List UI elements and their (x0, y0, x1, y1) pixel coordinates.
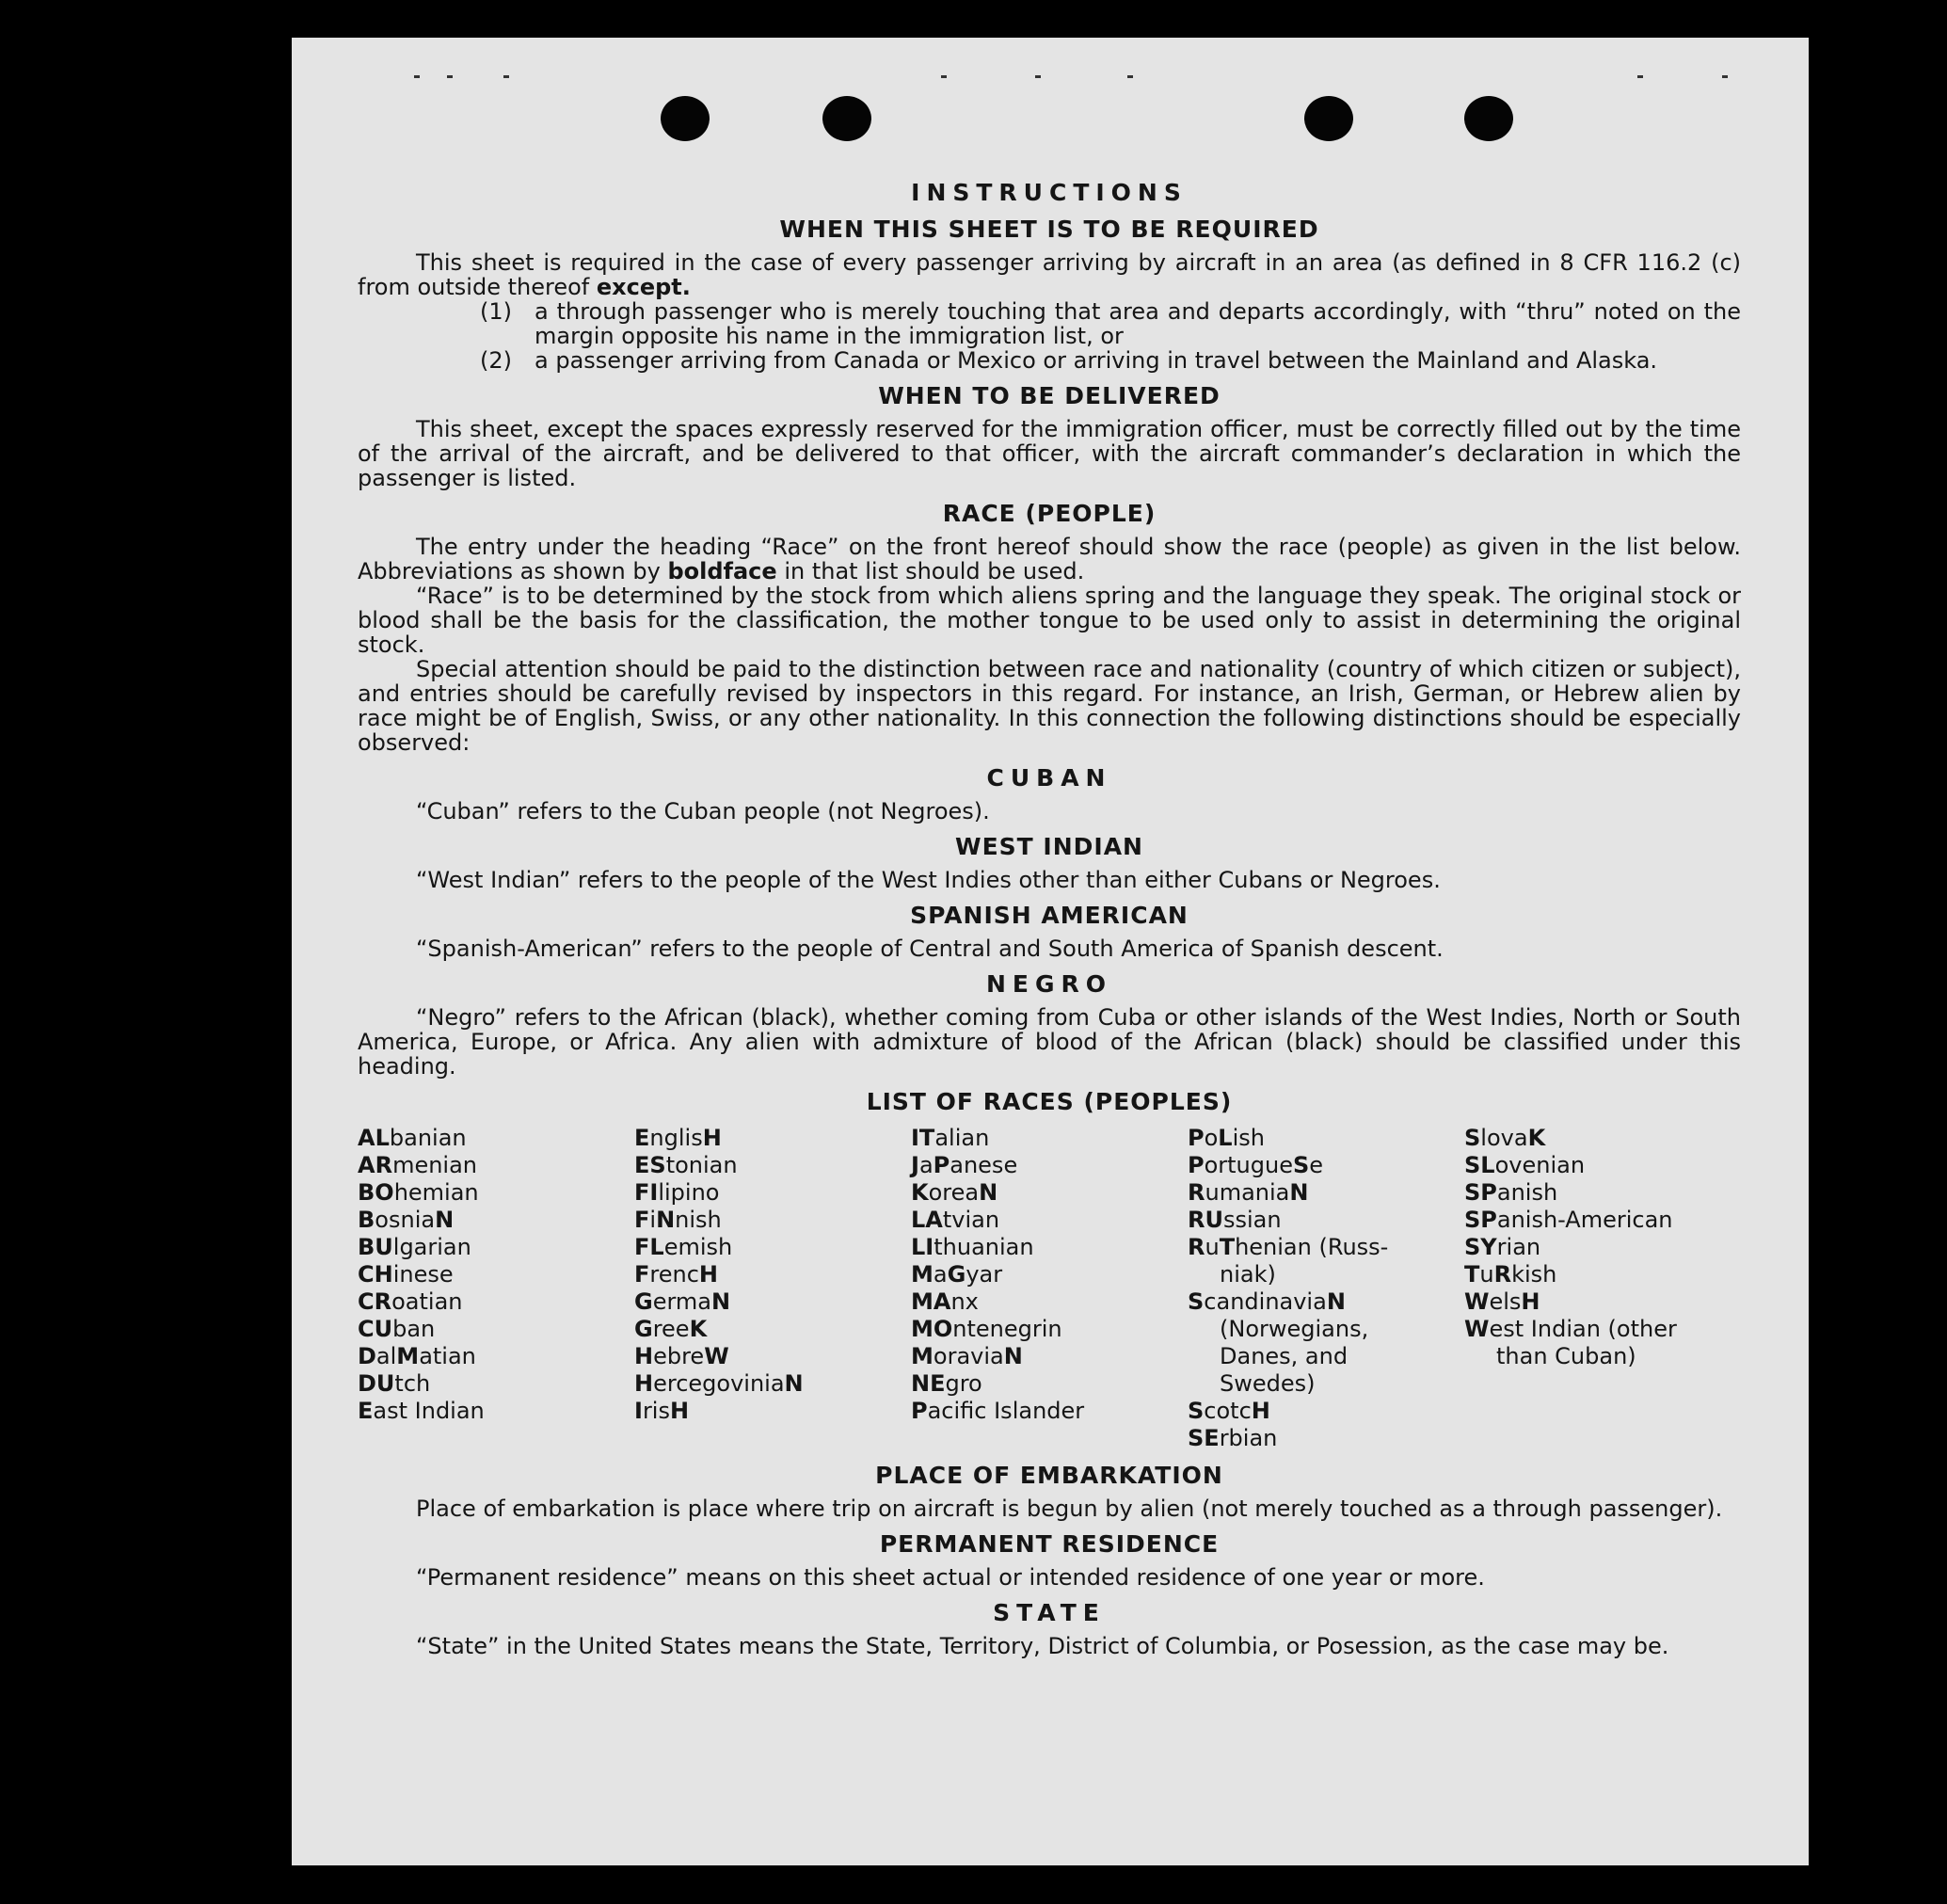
race-entry: SPanish (1464, 1179, 1558, 1206)
delivered-paragraph: This sheet, except the spaces expressly reserved for the immigration officer, must be correctly filled out by the time of the arrival of the aircraft, and be delivered to that officer, with the aircraft commander’s declaration in which the passenger is listed. (358, 416, 1741, 491)
race-entry: KoreaN (911, 1179, 998, 1206)
race-column (634, 1125, 911, 1452)
race-entry: MaGyar (911, 1261, 1003, 1288)
race-entry: (Norwegians, (1220, 1316, 1369, 1342)
race-entry: LAtvian (911, 1207, 1000, 1233)
race-entry: BUlgarian (358, 1234, 471, 1260)
page-title: INSTRUCTIONS (911, 179, 1188, 206)
race-entry: WelsH (1464, 1288, 1540, 1315)
state-paragraph: “State” in the United States means the State, Territory, District of Columbia, or Posession, as the case may be. (416, 1633, 1669, 1659)
section-heading-negro: NEGRO (985, 970, 1113, 998)
race-entry: FLemish (634, 1234, 733, 1260)
race-paragraph: Special attention should be paid to the distinction between race and nationality (country of which citizen or subject), and entries should be carefully revised by inspectors in this regard. For instance, an Irish, German, or Hebrew alien by race might be of English, Swiss, or any other nationality. In this connection the following distinctions should be especially observed: (358, 656, 1741, 756)
race-entry: SYrian (1464, 1234, 1541, 1260)
residence-paragraph: “Permanent residence” means on this sheet actual or intended residence of one year or more. (416, 1564, 1485, 1591)
race-column (1464, 1125, 1741, 1452)
race-entry: niak) (1220, 1261, 1276, 1288)
race-entry: DalMatian (358, 1343, 476, 1369)
race-paragraph: “Race” is to be determined by the stock from which aliens spring and the language they speak. The original stock or blood shall be the basis for the classification, the mother tongue to be used only to assist in determining the original stock. (358, 583, 1741, 658)
race-entry: BosniaN (358, 1207, 455, 1233)
race-entry: NEgro (911, 1370, 982, 1397)
race-entry: RuThenian (Russ- (1188, 1234, 1389, 1260)
race-entry: PortugueSe (1188, 1152, 1324, 1178)
race-entry: CUban (358, 1316, 436, 1342)
race-entry: SPanish-American (1464, 1207, 1673, 1233)
race-entry: ITalian (911, 1125, 990, 1151)
race-entry: FIlipino (634, 1179, 720, 1206)
race-entry: CHinese (358, 1261, 454, 1288)
race-entry: FrencH (634, 1261, 719, 1288)
race-entry: Swedes) (1220, 1370, 1316, 1397)
race-entry: FiNnish (634, 1207, 722, 1233)
section-heading-residence: PERMANENT RESIDENCE (879, 1530, 1220, 1558)
race-entry: HercegoviniaN (634, 1370, 804, 1397)
race-entry: PoLish (1188, 1125, 1265, 1151)
exception-item: (2) a passenger arriving from Canada or Mexico or arriving in travel between the Mainland and Alaska. (480, 347, 1658, 374)
race-entry: HebreW (634, 1343, 729, 1369)
race-entry: than Cuban) (1496, 1343, 1636, 1369)
race-column (1188, 1125, 1464, 1452)
race-entry: GermaN (634, 1288, 731, 1315)
race-entry: TuRkish (1464, 1261, 1557, 1288)
race-entry: ScandinaviaN (1188, 1288, 1346, 1315)
embarkation-paragraph: Place of embarkation is place where trip on aircraft is begun by alien (not merely touched as a through passenger). (416, 1496, 1723, 1522)
race-entry: MoraviaN (911, 1343, 1023, 1369)
race-column (911, 1125, 1188, 1452)
section-heading-state: STATE (993, 1599, 1106, 1626)
race-entry: CRoatian (358, 1288, 463, 1315)
punch-hole (661, 96, 710, 141)
race-list (358, 1125, 1741, 1452)
race-entry: RumaniaN (1188, 1179, 1309, 1206)
section-heading-delivered: WHEN TO BE DELIVERED (878, 382, 1221, 409)
section-heading-required: WHEN THIS SHEET IS TO BE REQUIRED (779, 216, 1319, 243)
punch-hole (1464, 96, 1513, 141)
section-heading-spanish-american: SPANISH AMERICAN (910, 902, 1189, 929)
race-entry: IrisH (634, 1398, 690, 1424)
race-entry: SLovenian (1464, 1152, 1586, 1178)
race-entry: SlovaK (1464, 1125, 1546, 1151)
race-entry: ARmenian (358, 1152, 478, 1178)
race-entry: JaPanese (911, 1152, 1018, 1178)
section-heading-cuban: CUBAN (986, 764, 1112, 792)
section-heading-embarkation: PLACE OF EMBARKATION (875, 1462, 1223, 1489)
race-entry: Pacific Islander (911, 1398, 1085, 1424)
required-paragraph: This sheet is required in the case of every passenger arriving by aircraft in an area (as defined in 8 CFR 116.2 (c) from outside thereof except. (358, 249, 1741, 300)
instructions-text (358, 179, 1741, 1658)
race-entry: Danes, and (1220, 1343, 1349, 1369)
race-entry: LIthuanian (911, 1234, 1034, 1260)
race-entry: ScotcH (1188, 1398, 1270, 1424)
race-entry: ALbanian (358, 1125, 467, 1151)
race-entry: SErbian (1188, 1425, 1278, 1451)
document-page (292, 38, 1809, 1865)
race-column (358, 1125, 634, 1452)
race-entry: RUssian (1188, 1207, 1282, 1233)
exception-item: (1) a through passenger who is merely touching that area and departs accordingly, with “thru” noted on the margin opposite his name in the immigration list, or (480, 298, 1741, 349)
race-entry: DUtch (358, 1370, 431, 1397)
race-entry: EStonian (634, 1152, 738, 1178)
race-entry: MOntenegrin (911, 1316, 1062, 1342)
race-entry: MAnx (911, 1288, 979, 1315)
race-entry: West Indian (other (1464, 1316, 1677, 1342)
race-entry: BOhemian (358, 1179, 479, 1206)
section-heading-west-indian: WEST INDIAN (955, 833, 1143, 860)
negro-paragraph: “Negro” refers to the African (black), whether coming from Cuba or other islands of the West Indies, North or South America, Europe, or Africa. Any alien with admixture of blood of the African (black) should be classified under this heading. (358, 1004, 1741, 1080)
spanish-american-paragraph: “Spanish-American” refers to the people of Central and South America of Spanish descent. (416, 936, 1444, 962)
punch-hole (822, 96, 871, 141)
west-indian-paragraph: “West Indian” refers to the people of the West Indies other than either Cubans or Negroes. (416, 867, 1441, 893)
race-paragraph: The entry under the heading “Race” on the front hereof should show the race (people) as given in the list below. Abbreviations as shown by boldface in that list should be used. (358, 534, 1741, 584)
race-entry: EnglisH (634, 1125, 722, 1151)
section-heading-race: RACE (PEOPLE) (942, 500, 1157, 527)
race-entry: GreeK (634, 1316, 708, 1342)
punch-hole (1304, 96, 1353, 141)
section-heading-races: LIST OF RACES (PEOPLES) (866, 1088, 1233, 1115)
race-entry: East Indian (358, 1398, 485, 1424)
cuban-paragraph: “Cuban” refers to the Cuban people (not Negroes). (416, 798, 990, 824)
scan-specks (292, 75, 1809, 94)
